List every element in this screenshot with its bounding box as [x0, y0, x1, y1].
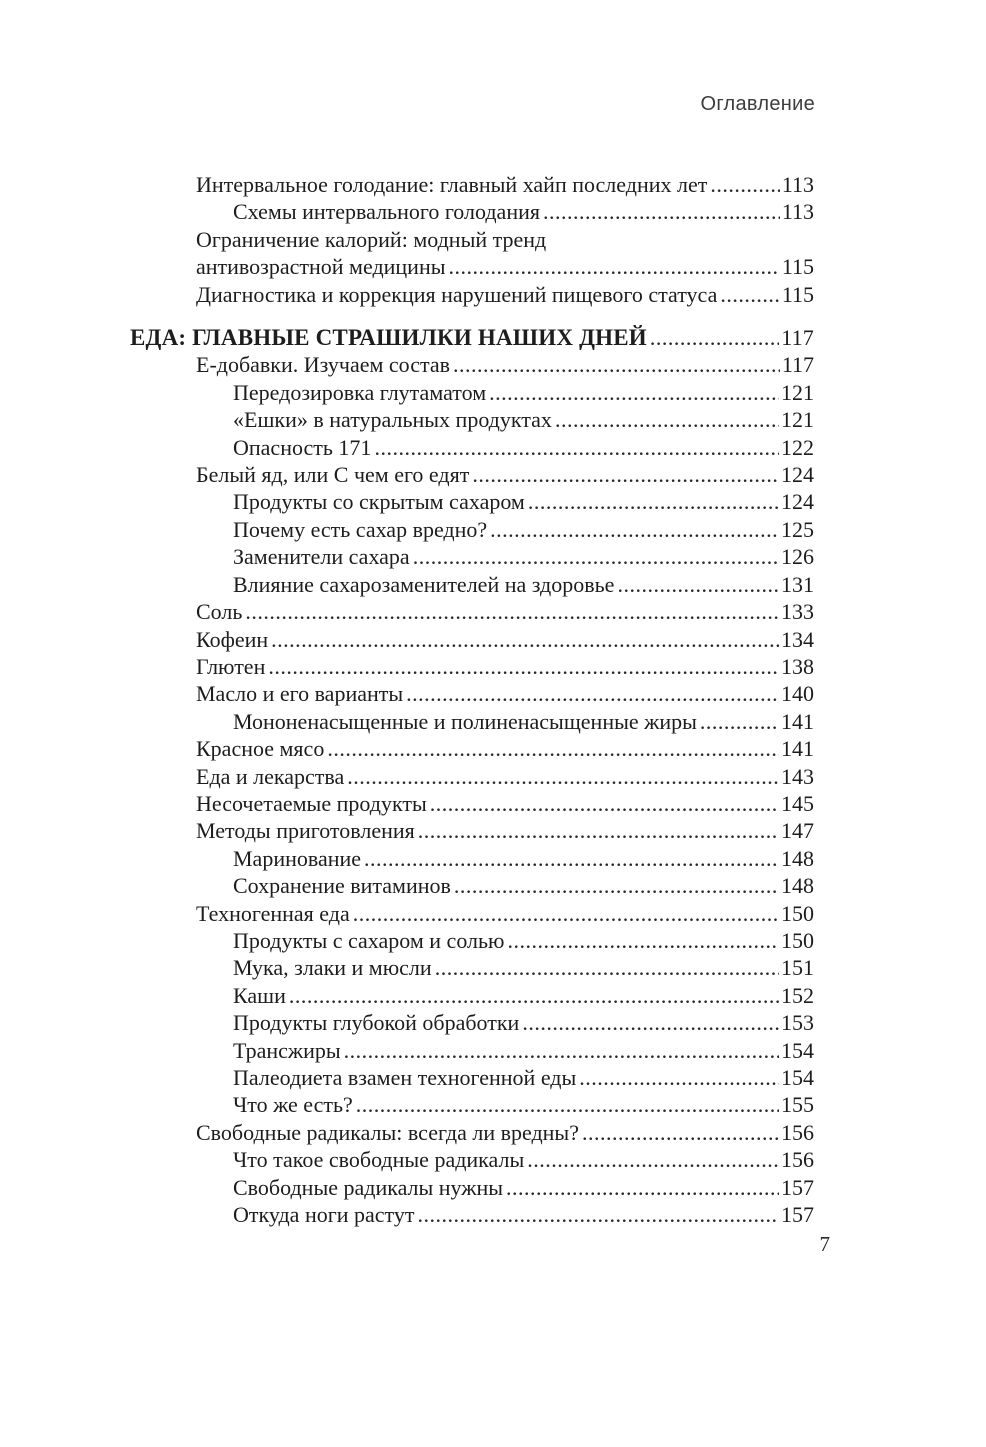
toc-entry — [130, 927, 814, 954]
dotted-leader — [374, 434, 779, 461]
toc-entry-title: Почему есть сахар вредно? — [233, 516, 488, 542]
toc-entry-title: Влияние сахарозаменителей на здоровье — [233, 571, 615, 597]
toc-entry-page: 124 — [781, 489, 814, 515]
toc-entry-title: Белый яд, или С чем его едят — [196, 462, 470, 488]
toc-entry — [130, 1201, 814, 1228]
dotted-leader — [353, 900, 779, 927]
toc-entry — [130, 488, 814, 515]
toc-entry-title: Ограничение калорий: модный тренд — [196, 226, 547, 252]
toc-entry-title: Мука, злаки и мюсли — [233, 955, 432, 981]
toc-entry-title: Кофеин — [196, 626, 269, 652]
dotted-leader — [490, 516, 779, 543]
toc-entry-title: Опасность 171 — [233, 434, 372, 460]
toc-entry-title: Схемы интервального голодания — [233, 199, 540, 225]
dotted-leader — [289, 982, 779, 1009]
toc-entry-page: 124 — [781, 462, 814, 488]
dotted-leader — [582, 1119, 779, 1146]
toc-entry-page: 140 — [781, 681, 814, 707]
toc-entry-title: Е-добавки. Изучаем состав — [196, 352, 451, 378]
toc-entry-title: ЕДА: ГЛАВНЫЕ СТРАШИЛКИ НАШИХ ДНЕЙ — [130, 325, 647, 351]
toc-entry-page: 117 — [781, 352, 814, 378]
toc-entry-page: 153 — [781, 1010, 814, 1036]
toc-entry-page: 126 — [781, 544, 814, 570]
toc-entry-title: Продукты с сахаром и солью — [233, 927, 505, 953]
toc-entry — [130, 708, 814, 735]
toc-entry — [130, 900, 814, 927]
dotted-leader — [406, 680, 779, 707]
toc-entry-page: 148 — [781, 873, 814, 899]
toc-entry-title: Продукты глубокой обработки — [233, 1010, 520, 1036]
dotted-leader — [327, 735, 779, 762]
dotted-leader — [418, 817, 779, 844]
toc-entry-title: Мононенасыщенные и полиненасыщенные жиры — [233, 708, 697, 734]
dotted-leader — [356, 1091, 779, 1118]
toc-entry-title: Откуда ноги растут — [233, 1202, 415, 1228]
toc-entry-title: Передозировка глутаматом — [233, 379, 487, 405]
toc-entry-title: «Ешки» в натуральных продуктах — [233, 407, 552, 433]
dotted-leader — [271, 626, 779, 653]
toc-entry — [130, 790, 814, 817]
toc-entry-title: Еда и лекарства — [196, 763, 345, 789]
toc-entry-page: 122 — [781, 434, 814, 460]
toc-entry — [130, 1119, 814, 1146]
dotted-leader — [710, 171, 779, 198]
dotted-leader — [344, 1037, 779, 1064]
toc-entry-title: Техногенная еда — [196, 900, 350, 926]
dotted-leader — [543, 198, 780, 225]
toc-entry-page: 152 — [781, 982, 814, 1008]
page-number: 7 — [819, 1232, 830, 1256]
toc-entry-title: Заменители сахара — [233, 544, 410, 570]
toc-entry-title: Что же есть? — [233, 1092, 353, 1118]
toc-entry — [130, 281, 814, 308]
toc-entry-page: 143 — [781, 763, 814, 789]
toc-entry-page: 134 — [781, 626, 814, 652]
dotted-leader — [268, 653, 779, 680]
toc-entry-page: 151 — [781, 955, 814, 981]
toc-entry-title: Свободные радикалы нужны — [233, 1174, 504, 1200]
toc-entry — [130, 198, 814, 225]
toc-entry — [130, 763, 814, 790]
dotted-leader — [347, 763, 779, 790]
running-head: Оглавление — [700, 93, 815, 115]
toc-entry — [130, 516, 814, 543]
dotted-leader — [472, 461, 779, 488]
dotted-leader — [527, 1146, 779, 1173]
toc-entry-title: Масло и его варианты — [196, 681, 404, 707]
toc-entry-page: 141 — [781, 708, 814, 734]
toc-entry-page: 154 — [781, 1037, 814, 1063]
dotted-leader — [650, 324, 779, 351]
toc-entry-title: Глютен — [196, 653, 266, 679]
toc-entry-page: 131 — [781, 571, 814, 597]
toc-entry-page: 133 — [781, 599, 814, 625]
toc-entry-page: 121 — [781, 379, 814, 405]
toc-entry-page: 138 — [781, 653, 814, 679]
toc-entry-title: Интервальное голодание: главный хайп последних лет — [196, 172, 708, 197]
toc-entry — [130, 171, 814, 198]
toc-entry — [130, 1064, 814, 1091]
toc-entry — [130, 1174, 814, 1201]
toc-entry-page: 150 — [781, 900, 814, 926]
toc-entry — [130, 434, 814, 461]
toc-entry — [130, 324, 814, 351]
toc-entry-title: Соль — [196, 599, 243, 625]
toc-entry-title: Каши — [233, 982, 286, 1008]
dotted-leader — [700, 708, 779, 735]
toc-entry-page: 154 — [781, 1065, 814, 1090]
dotted-leader — [453, 351, 780, 378]
dotted-leader — [413, 543, 779, 570]
dotted-leader — [489, 379, 779, 406]
toc-entry-title: Красное мясо — [196, 736, 325, 762]
toc-entry-page: 150 — [781, 927, 814, 953]
toc-entry-page: 117 — [781, 325, 814, 351]
toc-entry — [130, 735, 814, 762]
dotted-leader — [617, 571, 779, 598]
dotted-leader — [454, 872, 779, 899]
toc-list — [130, 171, 814, 1228]
toc-entry-page: 147 — [781, 818, 814, 844]
dotted-leader — [245, 598, 779, 625]
toc-entry-title: Методы приготовления — [196, 818, 415, 844]
dotted-leader — [430, 790, 779, 817]
dotted-leader — [507, 927, 779, 954]
toc-entry-page: 113 — [781, 199, 814, 225]
toc-entry — [130, 872, 814, 899]
toc-entry-page: 121 — [781, 407, 814, 433]
toc-entry-page: 148 — [781, 845, 814, 871]
dotted-leader — [720, 281, 779, 308]
dotted-leader — [418, 1201, 780, 1228]
toc-entry — [130, 845, 814, 872]
toc-entry — [130, 653, 814, 680]
dotted-leader — [579, 1064, 779, 1091]
toc-entry — [130, 226, 814, 253]
dotted-leader — [506, 1174, 779, 1201]
dotted-leader — [364, 845, 779, 872]
toc-entry-title: Палеодиета взамен техногенной еды — [233, 1065, 577, 1090]
toc-entry — [130, 253, 814, 280]
toc-entry-title: Диагностика и коррекция нарушений пищевого статуса — [196, 281, 718, 307]
toc-entry — [130, 1146, 814, 1173]
dotted-leader — [522, 1009, 779, 1036]
toc-entry — [130, 379, 814, 406]
toc-entry — [130, 626, 814, 653]
toc-entry-page: 157 — [781, 1174, 814, 1200]
toc-entry — [130, 817, 814, 844]
toc-entry — [130, 1091, 814, 1118]
toc-entry — [130, 461, 814, 488]
dotted-leader — [449, 253, 780, 280]
toc-entry — [130, 954, 814, 981]
toc-entry-title: Что такое свободные радикалы — [233, 1147, 525, 1173]
toc-entry-page: 155 — [781, 1092, 814, 1118]
toc-entry-page: 115 — [781, 254, 814, 280]
toc-entry — [130, 1037, 814, 1064]
dotted-leader — [435, 954, 779, 981]
toc-entry — [130, 982, 814, 1009]
toc-entry-page: 115 — [781, 281, 814, 307]
toc-entry — [130, 543, 814, 570]
dotted-leader — [528, 488, 779, 515]
toc-entry-page: 157 — [781, 1202, 814, 1228]
toc-entry — [130, 351, 814, 378]
toc-entry — [130, 571, 814, 598]
toc-entry-title: Маринование — [233, 845, 362, 871]
toc-entry-page: 156 — [781, 1119, 814, 1145]
toc-entry-title: Сохранение витаминов — [233, 873, 451, 899]
toc-entry — [130, 598, 814, 625]
toc-entry — [130, 680, 814, 707]
toc-entry-page: 113 — [781, 172, 814, 197]
toc-entry — [130, 1009, 814, 1036]
toc-entry-page: 125 — [781, 516, 814, 542]
toc-entry-page: 141 — [781, 736, 814, 762]
toc-entry — [130, 406, 814, 433]
toc-entry-title: Несочетаемые продукты — [196, 790, 427, 816]
toc-entry-page: 156 — [781, 1147, 814, 1173]
toc-entry-title: Продукты со скрытым сахаром — [233, 489, 525, 515]
dotted-leader — [555, 406, 779, 433]
toc-entry-page: 145 — [781, 790, 814, 816]
toc-entry-title: антивозрастной медицины — [196, 254, 446, 280]
toc-entry-title: Свободные радикалы: всегда ли вредны? — [196, 1119, 579, 1145]
toc-entry-title: Трансжиры — [233, 1037, 341, 1063]
